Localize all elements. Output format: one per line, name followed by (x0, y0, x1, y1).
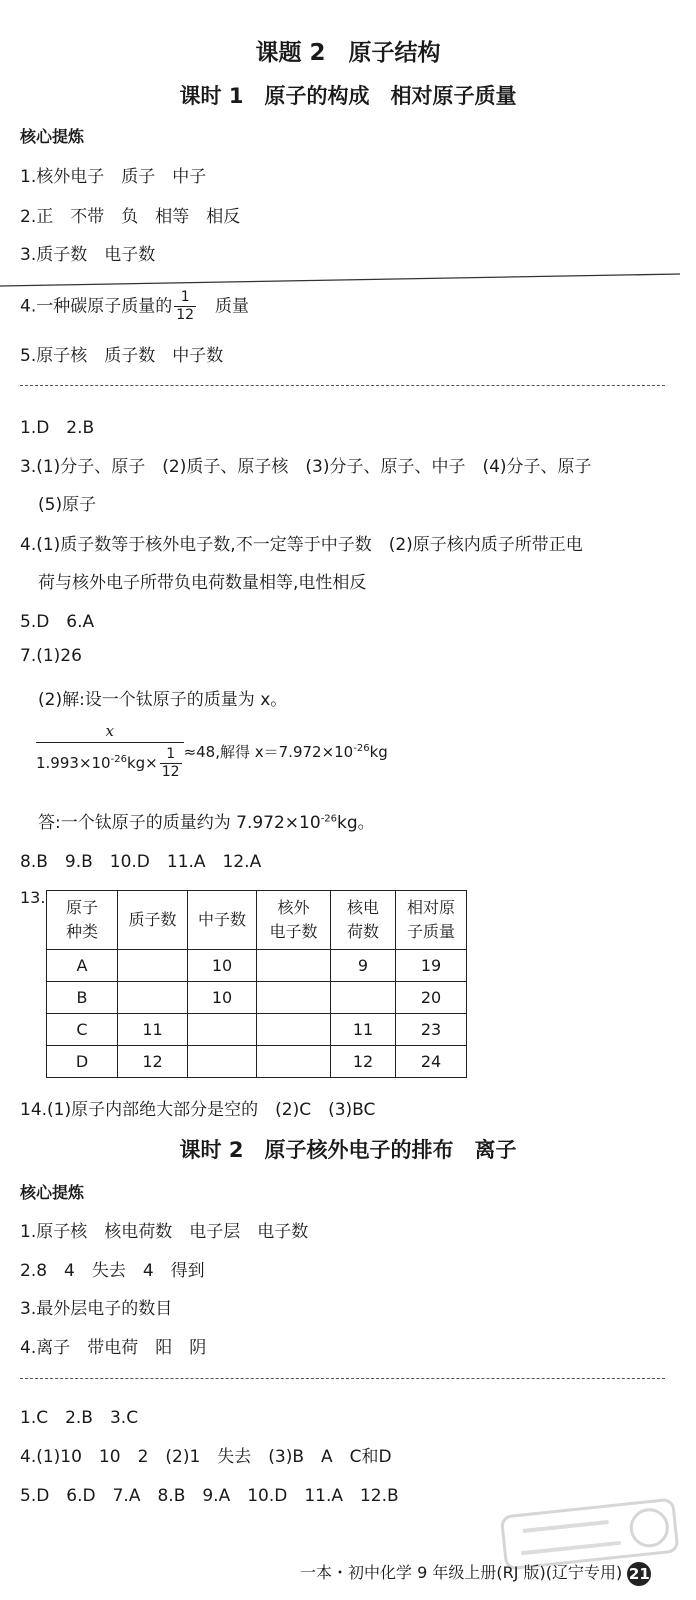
fraction-numerator: 1 (174, 289, 196, 307)
lesson1-core-heading: 核心提炼 (20, 127, 85, 146)
table-cell: 24 (396, 1046, 467, 1078)
answer-line (38, 808, 375, 833)
fraction-one-twelfth (174, 289, 196, 324)
answer-line: (2)解:设一个钛原子的质量为 x。 (38, 690, 288, 710)
answer-exp: -26 (320, 813, 338, 825)
answer-line: (5)原子 (38, 495, 97, 515)
table-cell: 10 (188, 982, 257, 1014)
table-cell (257, 950, 331, 982)
eq-rest-exp: -26 (353, 743, 370, 754)
table-row (47, 1014, 467, 1046)
equation-numerator: x (36, 722, 184, 743)
item4-text: 4.一种碳原子质量的 (20, 296, 173, 317)
den-frac-num: 1 (160, 746, 182, 764)
answer-line: 1.C 2.B 3.C (20, 1408, 139, 1428)
answer-unit: kg。 (337, 813, 375, 833)
page-number: 21 (627, 1562, 651, 1586)
lesson2-core-heading: 核心提炼 (20, 1183, 85, 1202)
answer-line: 13. (20, 888, 46, 907)
answer-line: 8.B 9.B 10.D 11.A 12.A (20, 852, 262, 872)
table-cell: A (47, 950, 118, 982)
lesson2-core-item: 4.离子 带电荷 阳 阴 (20, 1338, 207, 1358)
scan-line (0, 270, 696, 290)
table-header (331, 891, 396, 950)
table-header (118, 891, 188, 950)
answer-line: 5.D 6.D 7.A 8.B 9.A 10.D 11.A 12.B (20, 1486, 399, 1506)
equation-rest (184, 743, 388, 761)
table-cell: 10 (188, 950, 257, 982)
table-cell: B (47, 982, 118, 1014)
table-cell: 11 (118, 1014, 188, 1046)
answer-line: 4.(1)10 10 2 (2)1 失去 (3)B A C和D (20, 1447, 392, 1467)
lesson1-core-item: 1.核外电子 质子 中子 (20, 167, 207, 187)
table-cell: 9 (331, 950, 396, 982)
table-cell: 12 (331, 1046, 396, 1078)
lesson2-core-item: 1.原子核 核电荷数 电子层 电子数 (20, 1222, 309, 1242)
header-line: 相对原 (406, 898, 455, 917)
divider (20, 1378, 665, 1379)
header-line: 电子数 (269, 922, 318, 941)
item4-tail: 质量 (198, 296, 250, 317)
lesson1-core-item: 5.原子核 质子数 中子数 (20, 346, 224, 366)
lesson2-title: 课时 2 原子核外电子的排布 离子 (179, 1138, 517, 1162)
eq-rest-unit: kg (369, 743, 388, 761)
answer-text: 答:一个钛原子的质量约为 7.972×10 (38, 813, 321, 833)
header-line: 质子数 (128, 910, 177, 929)
header-line: 原子 (65, 898, 98, 917)
table-header (396, 891, 467, 950)
header-line: 核外 (277, 898, 310, 917)
lesson2-core-item: 2.8 4 失去 4 得到 (20, 1261, 205, 1281)
equation-denominator (36, 743, 184, 781)
lesson1-core-item: 2.正 不带 负 相等 相反 (20, 207, 241, 227)
eq-rest-text: ≈48,解得 x＝7.972×10 (183, 743, 354, 761)
divider (20, 385, 665, 386)
fraction-denominator: 12 (176, 307, 195, 323)
answer-line: 荷与核外电子所带负电荷数量相等,电性相反 (38, 573, 367, 593)
header-line: 种类 (65, 922, 98, 941)
page-title: 课题 2 原子结构 (255, 40, 441, 66)
lesson1-core-item: 3.质子数 电子数 (20, 245, 156, 265)
table-cell (331, 982, 396, 1014)
table-cell (188, 1014, 257, 1046)
den-exp: -26 (110, 754, 127, 765)
den-fraction (160, 746, 182, 781)
table-row (47, 982, 467, 1014)
table-cell: D (47, 1046, 118, 1078)
atoms-table (46, 890, 467, 1078)
den-text: 1.993×10 (36, 754, 111, 772)
den-mid: kg× (126, 754, 158, 772)
table-cell: 20 (396, 982, 467, 1014)
table-cell (118, 982, 188, 1014)
header-line: 荷数 (346, 922, 379, 941)
answer-line: 7.(1)26 (20, 646, 82, 666)
answer-line: 4.(1)质子数等于核外电子数,不一定等于中子数 (2)原子核内质子所带正电 (20, 535, 583, 555)
table-cell (257, 1046, 331, 1078)
table-cell (257, 982, 331, 1014)
table-header-row (47, 891, 467, 950)
table-cell (118, 950, 188, 982)
equation-fraction (36, 722, 184, 781)
table-cell (188, 1046, 257, 1078)
table-row (47, 1046, 467, 1078)
lesson1-core-item-4 (20, 289, 249, 324)
table-cell: 11 (331, 1014, 396, 1046)
footer-text: 一本・初中化学 9 年级上册(RJ 版)(辽宁专用) (300, 1563, 623, 1582)
header-line: 中子数 (197, 910, 246, 929)
answer-line: 3.(1)分子、原子 (2)质子、原子核 (3)分子、原子、中子 (4)分子、原子 (20, 457, 592, 477)
table-cell: 23 (396, 1014, 467, 1046)
den-frac-den: 12 (161, 764, 180, 780)
lesson2-core-item: 3.最外层电子的数目 (20, 1299, 173, 1319)
table-header (47, 891, 118, 950)
table-cell: 12 (118, 1046, 188, 1078)
table-header (257, 891, 331, 950)
answer-line: 14.(1)原子内部绝大部分是空的 (2)C (3)BC (20, 1100, 376, 1120)
answer-line: 1.D 2.B (20, 418, 95, 438)
header-line: 核电 (346, 898, 379, 917)
answer-line: 5.D 6.A (20, 612, 95, 632)
table-cell (257, 1014, 331, 1046)
table-cell: 19 (396, 950, 467, 982)
equation (36, 722, 388, 781)
lesson1-title: 课时 1 原子的构成 相对原子质量 (179, 84, 517, 108)
table-row (47, 950, 467, 982)
footer (300, 1560, 651, 1586)
table-cell: C (47, 1014, 118, 1046)
table-header (188, 891, 257, 950)
header-line: 子质量 (406, 922, 455, 941)
